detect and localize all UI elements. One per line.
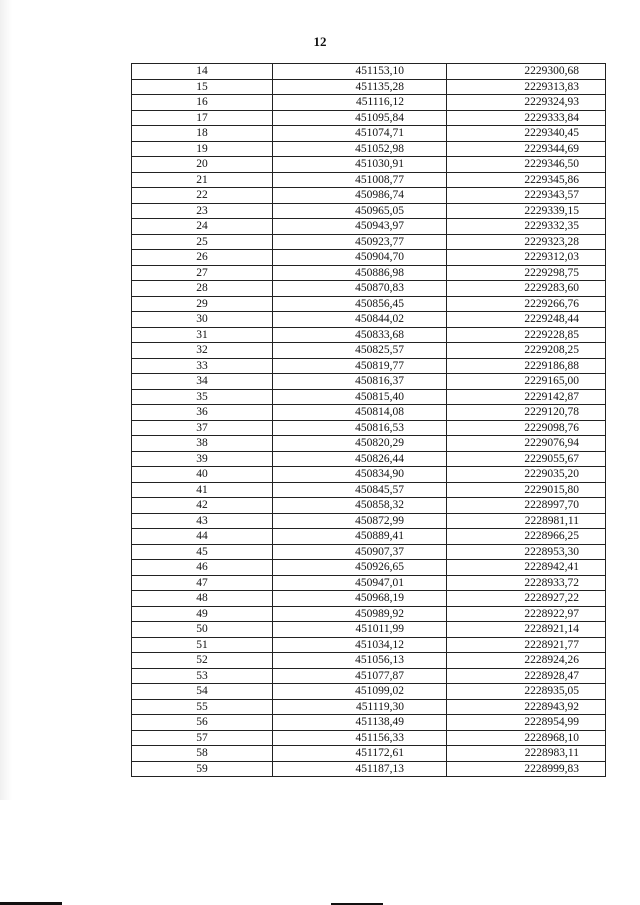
table-row [132,389,606,405]
x-coordinate-cell: 450986,74 [273,188,447,204]
x-coordinate-cell: 450872,99 [273,513,447,529]
table-row [132,141,606,157]
point-number-cell: 44 [132,529,273,545]
point-number-cell: 23 [132,203,273,219]
point-number-cell: 51 [132,637,273,653]
table-row [132,637,606,653]
y-coordinate-cell: 2229186,88 [447,358,606,374]
point-number-cell: 26 [132,250,273,266]
point-number-cell: 20 [132,157,273,173]
y-coordinate-cell: 2228981,11 [447,513,606,529]
point-number-cell: 21 [132,172,273,188]
y-coordinate-cell: 2229076,94 [447,436,606,452]
point-number-cell: 14 [132,64,273,80]
point-number-cell: 40 [132,467,273,483]
table-row [132,64,606,80]
x-coordinate-cell: 450926,65 [273,560,447,576]
x-coordinate-cell: 451008,77 [273,172,447,188]
y-coordinate-cell: 2228942,41 [447,560,606,576]
x-coordinate-cell: 450858,32 [273,498,447,514]
x-coordinate-cell: 451156,33 [273,730,447,746]
x-coordinate-cell: 451052,98 [273,141,447,157]
table-row [132,234,606,250]
x-coordinate-cell: 451138,49 [273,715,447,731]
table-row [132,172,606,188]
y-coordinate-cell: 2228927,22 [447,591,606,607]
table-row [132,606,606,622]
y-coordinate-cell: 2229228,85 [447,327,606,343]
table-row [132,699,606,715]
x-coordinate-cell: 450814,08 [273,405,447,421]
point-number-cell: 59 [132,761,273,777]
page-number: 12 [313,34,327,49]
y-coordinate-cell: 2229323,28 [447,234,606,250]
point-number-cell: 32 [132,343,273,359]
y-coordinate-cell: 2229324,93 [447,95,606,111]
table-row [132,529,606,545]
y-coordinate-cell: 2229300,68 [447,64,606,80]
table-row [132,405,606,421]
table-row [132,451,606,467]
point-number-cell: 15 [132,79,273,95]
table-row [132,482,606,498]
y-coordinate-cell: 2229344,69 [447,141,606,157]
y-coordinate-cell: 2228924,26 [447,653,606,669]
point-number-cell: 42 [132,498,273,514]
table-row [132,436,606,452]
table-row [132,265,606,281]
x-coordinate-cell: 451119,30 [273,699,447,715]
y-coordinate-cell: 2229339,15 [447,203,606,219]
point-number-cell: 33 [132,358,273,374]
y-coordinate-cell: 2228943,92 [447,699,606,715]
coordinates-table [131,63,606,777]
table-row [132,467,606,483]
x-coordinate-cell: 451056,13 [273,653,447,669]
y-coordinate-cell: 2228928,47 [447,668,606,684]
y-coordinate-cell: 2229165,00 [447,374,606,390]
table-row [132,668,606,684]
y-coordinate-cell: 2229333,84 [447,110,606,126]
x-coordinate-cell: 450844,02 [273,312,447,328]
y-coordinate-cell: 2228921,14 [447,622,606,638]
x-coordinate-cell: 451172,61 [273,746,447,762]
table-row [132,296,606,312]
x-coordinate-cell: 450943,97 [273,219,447,235]
point-number-cell: 55 [132,699,273,715]
table-row [132,126,606,142]
table-row [132,498,606,514]
table-row [132,312,606,328]
y-coordinate-cell: 2229346,50 [447,157,606,173]
point-number-cell: 49 [132,606,273,622]
table-row [132,761,606,777]
x-coordinate-cell: 450886,98 [273,265,447,281]
y-coordinate-cell: 2228983,11 [447,746,606,762]
table-row [132,79,606,95]
x-coordinate-cell: 451030,91 [273,157,447,173]
table-row [132,513,606,529]
point-number-cell: 17 [132,110,273,126]
x-coordinate-cell: 451135,28 [273,79,447,95]
table-row [132,591,606,607]
y-coordinate-cell: 2229343,57 [447,188,606,204]
point-number-cell: 53 [132,668,273,684]
y-coordinate-cell: 2228953,30 [447,544,606,560]
y-coordinate-cell: 2229312,03 [447,250,606,266]
x-coordinate-cell: 450907,37 [273,544,447,560]
y-coordinate-cell: 2228921,77 [447,637,606,653]
x-coordinate-cell: 450856,45 [273,296,447,312]
point-number-cell: 19 [132,141,273,157]
x-coordinate-cell: 450816,37 [273,374,447,390]
table-row [132,746,606,762]
table-row [132,684,606,700]
table-row [132,544,606,560]
table-row [132,188,606,204]
table-row [132,203,606,219]
point-number-cell: 47 [132,575,273,591]
x-coordinate-cell: 450965,05 [273,203,447,219]
point-number-cell: 24 [132,219,273,235]
table-row [132,157,606,173]
table-row [132,575,606,591]
coordinates-table-body [132,64,606,777]
y-coordinate-cell: 2229098,76 [447,420,606,436]
x-coordinate-cell: 450968,19 [273,591,447,607]
table-row [132,95,606,111]
point-number-cell: 25 [132,234,273,250]
y-coordinate-cell: 2229266,76 [447,296,606,312]
point-number-cell: 28 [132,281,273,297]
y-coordinate-cell: 2229340,45 [447,126,606,142]
table-row [132,327,606,343]
y-coordinate-cell: 2228966,25 [447,529,606,545]
x-coordinate-cell: 450833,68 [273,327,447,343]
point-number-cell: 30 [132,312,273,328]
table-row [132,715,606,731]
table-row [132,343,606,359]
y-coordinate-cell: 2228997,70 [447,498,606,514]
x-coordinate-cell: 450947,01 [273,575,447,591]
table-row [132,374,606,390]
table-row [132,281,606,297]
x-coordinate-cell: 451116,12 [273,95,447,111]
point-number-cell: 39 [132,451,273,467]
point-number-cell: 58 [132,746,273,762]
table-row [132,250,606,266]
x-coordinate-cell: 450820,29 [273,436,447,452]
point-number-cell: 22 [132,188,273,204]
x-coordinate-cell: 451095,84 [273,110,447,126]
y-coordinate-cell: 2228922,97 [447,606,606,622]
point-number-cell: 46 [132,560,273,576]
scan-edge-shadow [0,0,12,800]
point-number-cell: 36 [132,405,273,421]
x-coordinate-cell: 451011,99 [273,622,447,638]
table-row [132,219,606,235]
y-coordinate-cell: 2229283,60 [447,281,606,297]
point-number-cell: 35 [132,389,273,405]
x-coordinate-cell: 450834,90 [273,467,447,483]
point-number-cell: 34 [132,374,273,390]
table-row [132,358,606,374]
y-coordinate-cell: 2229345,86 [447,172,606,188]
x-coordinate-cell: 450825,57 [273,343,447,359]
y-coordinate-cell: 2229313,83 [447,79,606,95]
x-coordinate-cell: 450989,92 [273,606,447,622]
y-coordinate-cell: 2228935,05 [447,684,606,700]
x-coordinate-cell: 450816,53 [273,420,447,436]
table-row [132,653,606,669]
x-coordinate-cell: 450826,44 [273,451,447,467]
y-coordinate-cell: 2228999,83 [447,761,606,777]
point-number-cell: 50 [132,622,273,638]
y-coordinate-cell: 2229298,75 [447,265,606,281]
y-coordinate-cell: 2229035,20 [447,467,606,483]
x-coordinate-cell: 450819,77 [273,358,447,374]
table-row [132,420,606,436]
point-number-cell: 18 [132,126,273,142]
point-number-cell: 37 [132,420,273,436]
x-coordinate-cell: 451074,71 [273,126,447,142]
x-coordinate-cell: 451099,02 [273,684,447,700]
point-number-cell: 57 [132,730,273,746]
point-number-cell: 16 [132,95,273,111]
x-coordinate-cell: 450889,41 [273,529,447,545]
x-coordinate-cell: 450870,83 [273,281,447,297]
table-row [132,560,606,576]
point-number-cell: 27 [132,265,273,281]
y-coordinate-cell: 2228954,99 [447,715,606,731]
point-number-cell: 29 [132,296,273,312]
point-number-cell: 38 [132,436,273,452]
point-number-cell: 48 [132,591,273,607]
table-row [132,622,606,638]
y-coordinate-cell: 2229332,35 [447,219,606,235]
y-coordinate-cell: 2229248,44 [447,312,606,328]
y-coordinate-cell: 2229015,80 [447,482,606,498]
point-number-cell: 45 [132,544,273,560]
point-number-cell: 43 [132,513,273,529]
point-number-cell: 54 [132,684,273,700]
x-coordinate-cell: 450845,57 [273,482,447,498]
x-coordinate-cell: 450815,40 [273,389,447,405]
x-coordinate-cell: 450923,77 [273,234,447,250]
y-coordinate-cell: 2229055,67 [447,451,606,467]
y-coordinate-cell: 2229120,78 [447,405,606,421]
x-coordinate-cell: 451077,87 [273,668,447,684]
x-coordinate-cell: 451034,12 [273,637,447,653]
y-coordinate-cell: 2228933,72 [447,575,606,591]
y-coordinate-cell: 2228968,10 [447,730,606,746]
point-number-cell: 31 [132,327,273,343]
y-coordinate-cell: 2229142,87 [447,389,606,405]
x-coordinate-cell: 451153,10 [273,64,447,80]
x-coordinate-cell: 450904,70 [273,250,447,266]
table-row [132,730,606,746]
point-number-cell: 52 [132,653,273,669]
y-coordinate-cell: 2229208,25 [447,343,606,359]
point-number-cell: 41 [132,482,273,498]
point-number-cell: 56 [132,715,273,731]
table-row [132,110,606,126]
x-coordinate-cell: 451187,13 [273,761,447,777]
